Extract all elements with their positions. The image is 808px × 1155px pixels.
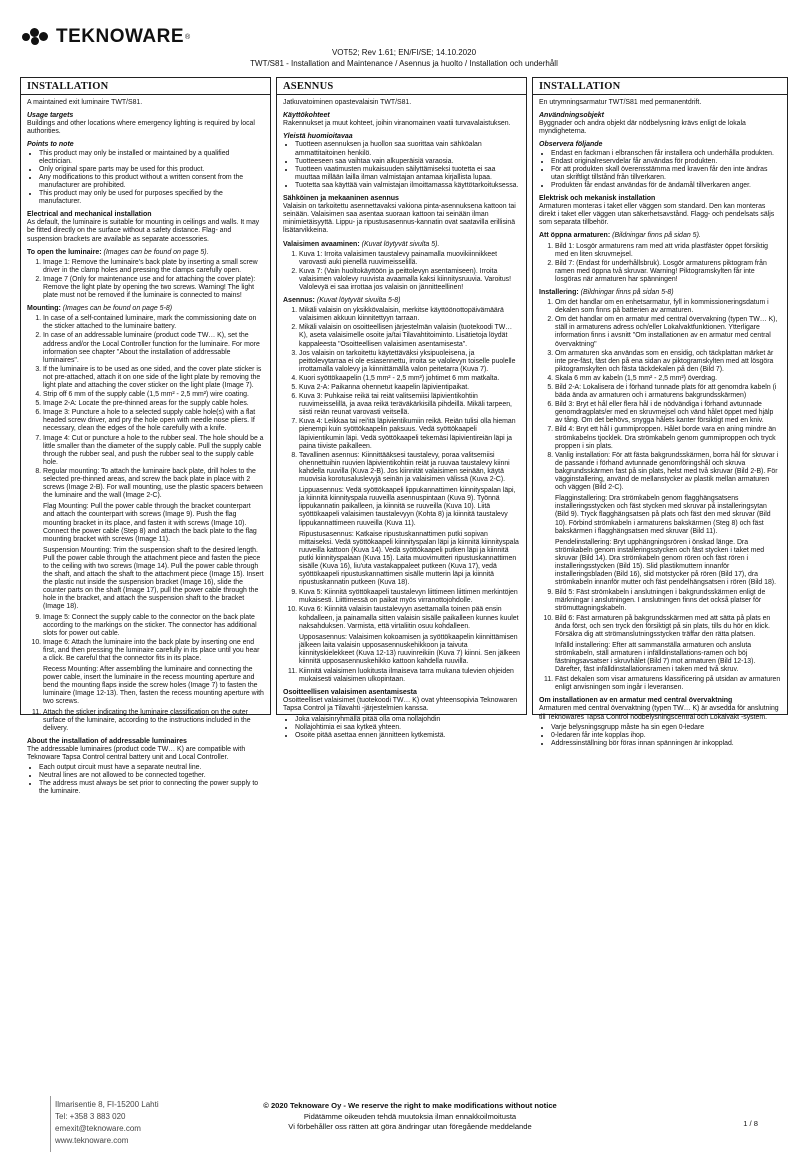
list-item: • Osoite pitää asettaa ennen jännitteen kytkemistä. xyxy=(295,732,520,740)
column-title: INSTALLATION xyxy=(27,81,109,92)
list-item: 9. Kuva 5: Kiinnitä syöttökaapeli taustalevyn liittimeen liittimen merkintöjen mukaisesti. Liittimessä on paikat myös virranottojohdolle. xyxy=(299,589,520,605)
list-item: • Varje belysningsgrupp måste ha sin egen 0-ledare xyxy=(551,724,781,732)
teknoware-logo-icon xyxy=(22,28,52,46)
open-heading: To open the luminaire: (Images can be found on page 5). xyxy=(27,248,209,256)
list-item: • This product may only be used for purposes specified by the manufacturer. xyxy=(39,190,264,206)
list-item: • Neutral lines are not allowed to be connected together. xyxy=(39,772,264,780)
recess-mounting-text: Recess Mounting: After assembling the luminaire and connecting the power cable, insert the luminaire in the recess mounting aperture and bend the mounting flaps inside the screw holes (Image 7) to fasten the luminaire (Image 12-13). Then, fasten the recess mounting aperture with two screws. xyxy=(43,666,264,706)
list-item: 7. Image 4: Cut or puncture a hole to the rubber seal. The hole should be a little smaller than the diameter of the supply cable. Pull the supply cable through the rubber seal, and push the rubber seal to the supply cable hole. xyxy=(43,435,264,467)
finnish-notice: Pidätämme oikeuden tehdä muutoksia ilman ennakkoilmoitusta xyxy=(303,1111,517,1121)
intro-text: En utrymningsarmatur TWT/S81 med permanentdrift. xyxy=(539,99,702,107)
mounting-steps xyxy=(539,299,781,692)
list-item: 3. If the luminaire is to be used as one sided, and the cover plate sticker is not pre-attached, attach it on one side of the light plate by removing the light plate and attaching the cover sticker on the light plate (Image 7). xyxy=(43,366,264,390)
usage-heading: Usage targets xyxy=(27,112,74,120)
points-heading: Points to note xyxy=(27,141,74,149)
footer-notice xyxy=(200,1101,620,1133)
list-item: 6. Bild 3: Bryt et hål eller flera hål i de nödvändiga i förhand avtunnade genomdragplats/er med en skruvmejsel och vänd hålet öppet med hjälp av tång. Om det behövs, snygga hålets kanter försiktigt med en kniv. xyxy=(555,401,781,425)
list-item: • Nollajohtimia ei saa kytkeä yhteen. xyxy=(295,724,520,732)
list-item: 9. Bild 5: Fäst strömkabeln i anslutningen i bakgrundsskärmen enligt de märkningar i anslutningen. I anslutningen finns det också platser för strömuttagningskabeln. xyxy=(555,589,781,613)
copyright-text: © 2020 Teknoware Oy - We reserve the right to make modifications without notice xyxy=(263,1101,557,1110)
list-item: • Any modifications to this product without a written consent from the manufacturer are prohibited. xyxy=(39,174,264,190)
addressable-text: Osoitteelliset valaisimet (tuotekoodi TW… K) ovat yhteensopivia Teknowaren Tapsa Control ja Tilavahti -järjestelmien kanssa. xyxy=(283,697,518,713)
points-list xyxy=(27,150,264,207)
addressable-list xyxy=(539,724,781,748)
list-item: 5. Image 2-A: Locate the pre-thinned areas for the supply cable holes. xyxy=(43,400,264,408)
swedish-notice: Vi förbehåller oss rätten att göra ändringar utan föregående meddelande xyxy=(288,1122,532,1131)
list-item: 8. Regular mounting: To attach the luminaire back plate, drill holes to the selected pre-thinned areas, and screw the back plate in place with 2 screws (Image 2-B). For wall mounting, use the plastic spacers between the luminaire and the wall (Image 2-C). Flag Mounting: Pull the power cable through the bracket counterpart and attach the counterpart with screws (Image 9). Push the flag mounting bracket in its place, and fasten it with screws (Image 10). Connect the power cable (Step 8) and attach the back plate to the flag mounting bracket with screws (Image 11). Suspension Mounting: Trim the suspension shaft to the desired length. Pull the power cable through the attachment piece and fasten the piece to the ceiling with two screws (Image 14). Pull the power cable through the shaft, and attach the shaft to the attachment piece (Image 15). Insert the plastic nut inside the suspension bracket (Image 16), slide the counter parts on the shaft (Image 17), pull the power cable through the hole in the bracket, and attach the suspension shaft to the bracket (Image 18). xyxy=(43,468,264,612)
list-item: 11. Attach the sticker indicating the luminaire classification on the outer surface of the luminaire, according to the instructions included in the delivery. xyxy=(43,709,264,733)
flag-mounting-text: Flagginstallering: Dra strömkabeln genom flagghängsatsens installeringsstycken och fäst stycken med skruvar på installeringsytan (Bild 9). Tryck flagghängsatsen på plats och fäst den med skruvar (Bild 10). Förbind strömkabeln i armaturens bakskärmen (Steg 8) och fäst bakskärmen i flagghängsatsen med skruvar (Bild 11). xyxy=(555,495,771,535)
list-item: 1. Kuva 1: Irroita valaisimen taustalevy painamalla muovikiinnikkeet varovasti auki pienellä ruuvimeisselillä. xyxy=(299,251,520,267)
list-item: 5. Bild 2-A: Lokalisera de i förhand tunnade plats för att genomdra kabeln (i bäda ända av armaturen och i armaturens bakgrundsskärmen) xyxy=(555,384,781,400)
swedish-column xyxy=(532,77,788,747)
addressable-heading: Osoitteellisen valaisimen asentamisesta xyxy=(283,689,417,697)
open-heading: Att öppna armaturen: (Bildningar finns på sidan 5). xyxy=(539,232,701,240)
brand-name: TEKNOWARE xyxy=(56,26,184,47)
list-item: 3. Om armaturen ska användas som en ensidig, och täckplattan märket är inte pre-fäst, fäst den på ena sidan av piktogramskylten med att lösgöra piktogramskylten och fästa täckdekalen på den (Bild 7). xyxy=(555,350,781,374)
points-heading: Yleistä huomioitavaa xyxy=(283,133,353,141)
list-item: • För att produkten skall överensstämma med kraven får den inte ändras utan skriftligt tillstånd från tillverkaren. xyxy=(551,166,781,182)
divider xyxy=(533,94,787,95)
list-item: 5. Kuva 2-A: Paikanna ohennetut kaapelin läpivientipaikat. xyxy=(299,384,520,392)
recess-mounting-text: Infälld installering: Efter att sammanställa armaturen och ansluta strömkabeln, ställ armaturen i infälldinstallations-ramen och böj fästningsavsatser i skruvhålet (Bild 7) mot armaturen (Bild 12-13). Därefter, fäst infälldinstallationsramen i taken med två skruv. xyxy=(555,641,756,674)
list-item: 1. Om det handlar om en enhetsarmatur, fyll in kommissioneringsdatum i dekalen som finns på batterien av armaturen. xyxy=(555,299,781,315)
list-item: 1. Image 1: Remove the luminaire's back plate by inserting a small screw driver in the clamp holes and pressing the clamps carefully open. xyxy=(43,259,264,275)
list-item: 6. Image 3: Puncture a hole to a selected supply cable hole(s) with a flat headed screw driver, and pry the hole open with needle nose pliers. If necessary, clean the edges of the hole carefully with a knife. xyxy=(43,409,264,433)
list-item: • Tuotetta saa käyttää vain valmistajan ilmoittamassa käyttötarkoituksessa. xyxy=(295,182,520,190)
open-heading: Valaisimen avaaminen: (Kuvat löytyvät sivulta 5). xyxy=(283,240,440,248)
list-item: • Tuotteeseen saa vaihtaa vain alkuperäisiä varaosia. xyxy=(295,158,520,166)
list-item: 4. Kuori syöttökaapelin (1,5 mm² - 2,5 mm²) johtimet 6 mm matkalta. xyxy=(299,375,520,383)
list-item: 1. Bild 1: Losgör armaturens ram med att vrida plastfäster öppet försiktig med en liten skruvmejsel. xyxy=(555,243,781,259)
open-steps xyxy=(283,251,520,292)
divider xyxy=(21,94,270,95)
list-item: 9. Image 5: Connect the supply cable to the connector on the back plate according to the markings on the sticker. The connector has additional slots for power out cable. xyxy=(43,614,264,638)
list-item: 2. Bild 7: (Endast för underhållsbruk). Losgör armaturens piktogram från ramen med öppna två skruvar. Warning! Piktogramskylten får inte losgöras när armaturen har spänningen! xyxy=(555,260,781,284)
document-code: VOT52; Rev 1.61; EN/FI/SE; 14.10.2020 xyxy=(331,48,477,57)
website-link[interactable]: www.teknoware.com xyxy=(55,1136,129,1145)
list-item: 2. Kuva 7: (Vain huoltokäyttöön ja peittolevyn asentamiseen). Irroita valaisimen valolevy ruuvista avaamalla kaksi kiinnitysruuvia. Varoitus! Valolevyä ei saa irrottaa jos valaisin on jännitteellinen! xyxy=(299,268,520,292)
addressable-list xyxy=(283,716,520,740)
footer-divider xyxy=(50,1096,51,1152)
flag-mounting-text: Flag Mounting: Pull the power cable through the bracket counterpart and attach the counterpart with screws (Image 9). Push the flag mounting bracket in its place, and fasten it with screws (Image 10). Connect the power cable (Step 8) and attach the back plate to the flag mounting bracket with screws (Image 11). xyxy=(43,503,257,543)
installation-heading: Electrical and mechanical installation xyxy=(27,211,152,219)
usage-text: Buildings and other locations where emergency lighting is required by local authorities. xyxy=(27,120,255,136)
finnish-column xyxy=(276,77,527,739)
usage-text: Rakennukset ja muut kohteet, joihin viranomainen vaatii turvavalaistuksen. xyxy=(283,120,511,128)
column-title: ASENNUS xyxy=(283,81,334,92)
list-item: • Produkten får endast användas för de ändamål tillverkaren anger. xyxy=(551,182,781,190)
mounting-steps xyxy=(283,307,520,684)
list-item: 6. Kuva 3: Puhkaise reikä tai reiät valitsemiisi läpivientikohtiin ruuvimeisselillä, ja avaa reikä teräväkärkisillä pihdeillä. Mikäli tarpeen, siisti reiän reunat varovasti veitsellä. xyxy=(299,393,520,417)
list-item: • Endast originalreservdelar får användas för produkten. xyxy=(551,158,781,166)
page-number: 1 / 8 xyxy=(743,1119,758,1128)
list-item: 10. Bild 6: Fäst armaturen på bakgrundsskärmen med att sätta på plats en ända först, och sen tryck den försiktigt på sin plats, tills du hör en klick. Försäkra dig att strömanslutningsstycken träffar den rätta platsen. Infälld installering: Efter att sammanställa armaturen och ansluta strömkabeln, ställ armaturen i infälldinstallations-ramen och böj fästningsavsatser i skruvhålet (Bild 7) mot armaturen (Bild 12-13). Därefter, fäst infälldinstallationsramen i taken med två skruv. xyxy=(555,615,781,675)
points-list xyxy=(539,150,781,190)
company-address xyxy=(55,1099,159,1147)
list-item: 8. Tavallinen asennus: Kiinnittääksesi taustalevy, poraa valitsemiisi ohennettuihin ruuvien läpivientikohtiin reiät ja ruuvaa taustalevy kiinni kahdella ruuvilla (Kuva 2-B). Jos kiinnität valaisimen seinään, käytä muovisia korotusaluslevyjä seinän ja valaisimen välissä (Kuva 2-C). Lippuasennus: Vedä syöttökaapeli lippukannattimen kiinnityspalan läpi, ja kiinnitä kiinnityspala ruuveilla asennuspintaan (Kuva 9). Työnnä lippukannatin paikalleen, ja kiinnitä se ruuveilla (Kuva 10). Liitä syöttökaapeli valaisimen taustalevyyn (Kohta 8) ja kiinnitä taustalevy lippukannattimeen ruuveilla (Kuva 11). Ripustusasennus: Katkaise ripustuskannattimen putki sopivan mittaiseksi. Vedä syöttökaapeli kiinnityspalan läpi ja kiinnitä kiinnityspala ruuveilla kattoon (Kuva 14). Vedä syöttökaapeli putken läpi ja kiinnitä putki kiinnityspalaan (Kuva 15). Laita muovimutteri ripustuskannattimen sisälle (Kuva 16), liu'uta vastakappaleet putkeen (Kuva 17), vedä syöttökaapeli ripustuskannattimen sisälle mutterin läpi ja kiinnitä ripustuskannatin putkeen (Kuva 18). xyxy=(299,452,520,588)
mounting-heading: Asennus: (Kuvat löytyvät sivuilta 5-8) xyxy=(283,297,401,305)
list-item: 7. Kuva 4: Leikkaa tai rei'itä läpivientikumiin reikä. Reiän tulisi olla hieman pienempi kuin syöttökaapelin paksuus. Vedä syöttökaapeli läpivientikumin läpi. Vedä syöttökaapeli tekemäsi läpivientireiän läpi ja paina tiiviste paikalleen. xyxy=(299,418,520,450)
street-address: Ilmarisentie 8, FI-15200 Lahti xyxy=(55,1100,159,1109)
points-heading: Observera följande xyxy=(539,141,603,149)
list-item: • Only original spare parts may be used for this product. xyxy=(39,166,264,174)
addressable-text: Armaturen med central övervaktning (typen TW… K) är avsedda för anslutning till Teknowares Tapsa Control nödbelysningscentral och Lokalvakt -system. xyxy=(539,705,779,721)
mounting-heading: Mounting: (Images can be found on page 5-8) xyxy=(27,305,173,313)
flag-mounting-text: Lippuasennus: Vedä syöttökaapeli lippukannattimen kiinnityspalan läpi, ja kiinnitä kiinnityspala ruuveilla asennuspintaan (Kuva 9). Työnnä lippukannatin paikalleen, ja kiinnitä se ruuveilla (Kuva 10). Liitä syöttökaapeli valaisimen taustalevyyn (Kohta 8) ja kiinnitä taustalevy lippukannattimeen ruuveilla (Kuva 11). xyxy=(299,487,516,527)
suspension-mounting-text: Pendelinstallering: Bryt upphängningsrören i önskad länge. Dra strömkabeln genom installeringsstycken och fäst stycken i taket med skruvar (Bild 14). Dra strömkabeln genom rören och fäst rören i installeringsstycken (Bild 15). Slid plastikmuttern innanför installeringsbladen (Bild 16), slid motstycker på rören (Bild 17), dra strömkabeln innanför mutter och fäst pendelhängsatsen i rören (Bild 18). xyxy=(555,538,777,587)
open-steps xyxy=(539,243,781,284)
installation-text: Valaisin on tarkoitettu asennettavaksi vakiona pinta-asennuksena kattoon tai seinään. Valaisimen saa asentaa suoraan kattoon tai seinään ilman minimietäisyyttä. Lippu- ja ripustusasennus-kannatin ovat saatavilla erillisinä lisätarvikkeina. xyxy=(283,203,516,235)
list-item: • Tuotteen vaatimusten mukaisuuden säilyttämiseksi tuotetta ei saa muuttaa millään lailla ilman valmistajan antamaa kirjallista lupaa. xyxy=(295,166,520,182)
installation-text: Armaturen monteras i taket eller väggen som standard. Den kan monteras direkt i taket eller väggen utan säkerhetsavstånd. Flagg- och pendelsats säljs som separata tillbehör. xyxy=(539,203,775,227)
list-item: 10. Image 6: Attach the luminaire into the back plate by inserting one end first, and then pressing the luminaire carefully in its place until you hear a click. Be careful that the connector fits in its place. Recess Mounting: After assembling the luminaire and connecting the power cable, insert the luminaire in the recess mounting aperture and bend the mounting flaps inside the screw holes (Image 7) to fasten the luminaire (Image 12-13). Then, fasten the recess mounting aperture with two screws. xyxy=(43,639,264,707)
column-title: INSTALLATION xyxy=(539,81,621,92)
brand-logo xyxy=(22,26,190,48)
addressable-text: The addressable luminaires (product code TW… K) are compatible with Teknoware Tapsa Control central battery unit and Local Controller. xyxy=(27,745,246,762)
list-item: 4. Strip off 6 mm of the supply cable (1,5 mm² - 2,5 mm²) wire coating. xyxy=(43,391,264,399)
list-item: 10. Kuva 6: Kiinnitä valaisin taustalevyyn asettamalla toinen pää ensin kohdalleen, ja painamalla sitten valaisin sisälle paikalleen kunnes kuulet naksahduksen. Varmista, että virtaliitin osuu kohdalleen. Upposasennus: Valaisimen kokoamisen ja syöttökaapelin kiinnittämisen jälkeen laita valaisin upposasennuskehikkoon ja taivuta kiinnityskielekkeet (Kuva 12-13) ruuvinreikiin (Kuva 7) kiinni. Sen jälkeen kiinnitä upposasennuskehikko kattoon kahdella ruuvilla. xyxy=(299,606,520,666)
open-steps xyxy=(27,259,264,300)
list-item: 2. Om det handlar om en armatur med central övervakning (typen TW… K), ställ in armaturens adress och/eller Lokalvaktfunktionen. Ytterligare information finns i avsnitt "Om installationen av en armatur med central övervaktning" xyxy=(555,316,781,348)
list-item: 3. Jos valaisin on tarkoitettu käytettäväksi yksipuoleisena, ja peittolevytarraa ei ole esiasennettu, irroita se valolevyn toiselle puolelle irrottamalla valolevy ja kiinnittämällä valon peitetarra (Kuva 7). xyxy=(299,350,520,374)
mounting-steps xyxy=(27,315,264,733)
list-item: 1. Mikäli valaisin on yksikkövalaisin, merkitse käyttöönottopäivämäärä valaisimen akkuun kiinnitettyyn tarraan. xyxy=(299,307,520,323)
installation-text: As default, the luminaire is suitable for mounting in ceilings and walls. It may be fitted directly on the surface without a safety distance. Flag- and suspension brackets are available as separate accessories. xyxy=(27,219,260,243)
mounting-heading: Installering: (Bildningar finns på sidan 5-8) xyxy=(539,288,674,296)
list-item: 1. In case of a self-contained luminaire, mark the commissioning date on the sticker attached to the luminaire battery. xyxy=(43,315,264,331)
registered-mark: ® xyxy=(185,33,191,41)
usage-text: Byggnader och andra objekt där nödbelysning krävs enligt de lokala myndigheterna. xyxy=(539,120,746,136)
suspension-mounting-text: Suspension Mounting: Trim the suspension shaft to the desired length. Pull the power cable through the attachment piece and fasten the piece to the ceiling with two screws (Image 14). Pull the power cable through the shaft, and attach the shaft to the attachment piece (Image 15). Insert the plastic nut inside the suspension bracket (Image 16), slide the counter parts on the shaft (Image 17), pull the power cable through the hole in the bracket, and attach the suspension shaft to the bracket (Image 18). xyxy=(43,546,264,611)
list-item: 2. Image 7 (Only for maintenance use and for attaching the cover plate): Remove the light plate by opening the two screws. Warning! The light plate must not be removed if the luminaire is connected to mains! xyxy=(43,276,264,300)
addressable-heading: Om installationen av en armatur med central övervaktning xyxy=(539,697,733,705)
list-item: • The address must always be set prior to connecting the power supply to the luminaire. xyxy=(39,780,264,796)
list-item: • Joka valaisinryhmällä pitää olla oma nollajohdin xyxy=(295,716,520,724)
installation-heading: Sähköinen ja mekaaninen asennus xyxy=(283,195,399,203)
divider xyxy=(277,94,526,95)
installation-heading: Elektrisk och mekanisk installation xyxy=(539,195,656,203)
list-item: 7. Bild 4: Bryt ett hål i gummiproppen. Hålet borde vara en aning mindre än strömkabelns tjocklek. Dra strömkabeln genom gummiproppen och tryck proppen i sin plats. xyxy=(555,426,781,450)
phone-number: Tel: +358 3 883 020 xyxy=(55,1112,126,1121)
list-item: • Endast en fackman i elbranschen får installera och underhålla produkten. xyxy=(551,150,781,158)
list-item: • 0-ledaren får inte kopplas ihop. xyxy=(551,732,781,740)
usage-heading: Användningsobjekt xyxy=(539,112,604,120)
list-item: 11. Fäst dekalen som visar armaturens klassificering på utsidan av armaturen enligt anvisningen som ingår i leveransen. xyxy=(555,676,781,692)
document-header xyxy=(0,47,808,69)
recess-mounting-text: Upposasennus: Valaisimen kokoamisen ja syöttökaapelin kiinnittämisen jälkeen laita valaisin upposasennuskehikkoon ja taivuta kiinnityskielekkeet (Kuva 12-13) ruuvinreikiin (Kuva 7) kiinni. Sen jälkeen kiinnitä upposasennuskehikko kattoon kahdella ruuvilla. xyxy=(299,633,520,665)
english-column xyxy=(20,77,271,796)
list-item: • This product may only be installed or maintained by a qualified electrician. xyxy=(39,150,264,166)
addressable-list xyxy=(27,764,264,796)
intro-text: A maintained exit luminaire TWT/S81. xyxy=(27,99,143,107)
list-item: 4. Skala 6 mm av kabeln (1,5 mm² - 2,5 mm²) överdrag. xyxy=(555,375,781,383)
addressable-heading: About the installation of addressable luminaires xyxy=(27,737,187,745)
email-address[interactable]: emexit@teknoware.com xyxy=(55,1124,141,1133)
usage-heading: Käyttökohteet xyxy=(283,112,330,120)
points-list xyxy=(283,141,520,190)
list-item: • Addressinställning bör föras innan spänningen är inkopplad. xyxy=(551,740,781,748)
list-item: 2. Mikäli valaisin on osoitteellisen järjestelmän valaisin (tuotekoodi TW… K), aseta valaisimelle osoite ja/tai Tilavahtitoiminto. Lisätietoja löydät kappaleesta "Osoitteellisen valaisimen asentamisesta". xyxy=(299,324,520,348)
intro-text: Jatkuvatoiminen opastevalaisin TWT/S81. xyxy=(283,99,412,107)
suspension-mounting-text: Ripustusasennus: Katkaise ripustuskannattimen putki sopivan mittaiseksi. Vedä syöttökaapeli kiinnityspalan läpi ja kiinnitä kiinnityspala ruuveilla kattoon (Kuva 14). Vedä syöttökaapeli putken läpi ja kiinnitä putki kiinnityspalaan (Kuva 15). Laita muovimutteri ripustuskannattimen sisälle (Kuva 16), liu'uta vastakappaleet putkeen (Kuva 17), vedä syöttökaapeli ripustuskannattimen sisälle mutterin läpi ja kiinnitä ripustuskannatin putkeen (Kuva 18). xyxy=(299,530,519,587)
list-item: 8. Vanlig installation: För att fästa bakgrundsskärmen, borra hål för skruvar i de passande i förhand avtunnade genomföringshål och skruva bakgrundsskärmen fast på sin plats, helst med två skruvar (Bild 2-B). För vägginstallering, använd de mellanstycker av plastik mellan armaturen och väggen (Bild 2-C). Flagginstallering: Dra strömkabeln genom flagghängsatsens installeringsstycken och fäst stycken med skruvar på installeringsytan (Bild 9). Tryck flagghängsatsen på plats och fäst den med skruvar (Bild 10). Förbind strömkabeln i armaturens bakskärmen (Steg 8) och fäst bakskärmen i flagghängsatsen med skruvar (Bild 11). Pendelinstallering: Bryt upphängningsrören i önskad länge. Dra strömkabeln genom installeringsstycken och fäst stycken i taket med skruvar (Bild 14). Dra strömkabeln genom rören och fäst rören i installeringsstycken (Bild 15). Slid plastikmuttern innanför installeringsbladen (Bild 16), slid motstycker på rören (Bild 17), dra strömkabeln innanför mutter och fäst pendelhängsatsen i rören (Bild 18). xyxy=(555,452,781,588)
document-title: TWT/S81 - Installation and Maintenance / Asennus ja huolto / Installation och underhåll xyxy=(250,59,558,68)
list-item: 2. In case of an addressable luminaire (product code TW… K), set the address and/or the Local Controller function for the luminaire. For more information see chapter "About the installation of addressable luminaires". xyxy=(43,332,264,364)
list-item: • Tuotteen asennuksen ja huollon saa suorittaa vain sähköalan ammattitaitoinen henkilö. xyxy=(295,141,520,157)
list-item: 11. Kiinnitä valaisimen luokitusta ilmaiseva tarra mukana tulevien ohjeiden mukaisesti valaisimen ulkopintaan. xyxy=(299,668,520,684)
list-item: • Each output circuit must have a separate neutral line. xyxy=(39,764,264,772)
